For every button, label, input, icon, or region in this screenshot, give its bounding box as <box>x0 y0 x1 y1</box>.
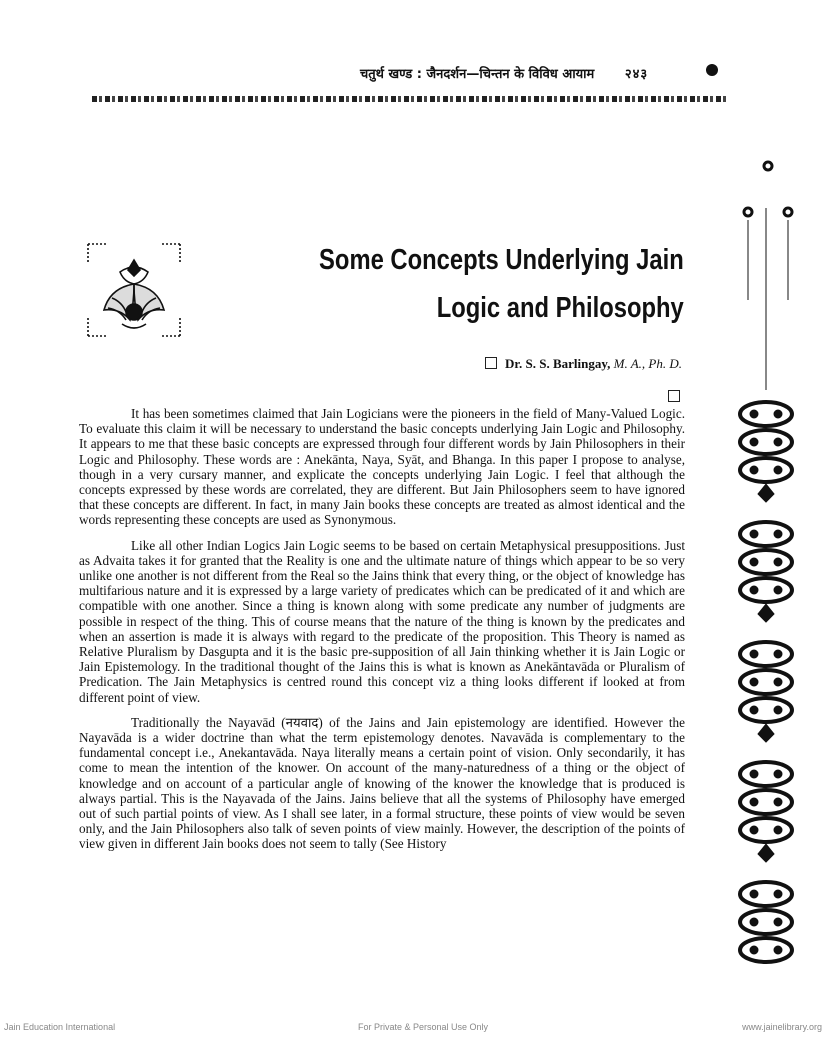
running-header <box>360 64 648 82</box>
author-line <box>485 356 682 372</box>
footer-left: Jain Education International <box>4 1022 116 1032</box>
paragraph: It has been sometimes claimed that Jain Logicians were the pioneers in the field of Many-Valued Logic. To evaluate this claim it will be necessary to understand the basic concepts underlying Jain Logic and Philosophy. It appears to me that these basic concepts are expressed through four different words by Jain Philosophers in their Logic and Philosophy. These words are : Anekānta, Naya, Syāt, and Bhanga. In this paper I propose to analyse, though in a very cursary manner, and explicate the concepts underlying Jain Logic. I feel that although the concepts expressed by these words are correlated, they are different. But Jain Philosophers seem to have ignored that these concepts are different. In fact, in many Jain books these concepts are treated as almost identical and the words representing these concepts are used as Synonymous. <box>79 406 685 528</box>
checkbox-icon <box>485 357 497 369</box>
paragraph: Traditionally the Nayavād (नयवाद) of the Jains and Jain epistemology are identified. However the Nayavāda is a wider doctrine than what the term epistemology denotes. Navavāda is complementary to the fundamental concept i.e., Anekantavāda. Naya literally means a certain point of vision. Only secondarily, it has come to mean the intention of the knower. On account of the many-naturedness of a thing or the object of knowledge and on account of a particular angle of knowing of the knower the knowledge that is produced is always partial. This is the Nayavada of the Jains. Jains believe that all the systems of Philosophy have emerged out of such partial points of view. As I shall see later, in a formal structure, these points of view would be seven only, and the Jain Philosophers also talk of seven points of view mainly. However, the description of the points of view given in different Jain books does not seem to tally (See History <box>79 714 685 852</box>
header-dot-ornament <box>706 64 718 76</box>
author-name: Dr. S. S. Barlingay, <box>505 356 611 371</box>
author-degrees: M. A., Ph. D. <box>613 356 682 371</box>
title-line-2: Logic and Philosophy <box>436 292 684 324</box>
square-ornament-icon <box>668 390 680 402</box>
title-line-1: Some Concepts Underlying Jain <box>319 244 684 276</box>
side-border-ornament-icon <box>734 150 798 980</box>
article-title <box>319 236 684 332</box>
footer-center: For Private & Personal Use Only <box>358 1022 489 1032</box>
article-body <box>79 406 685 862</box>
paragraph: Like all other Indian Logics Jain Logic seems to be based on certain Metaphysical presuppositions. Just as Advaita takes it for granted that the Reality is one and the ultimate nature of things which appear to be so very unlike one another is not different from the Real so the Jains think that every thing, or the object of knowledge has multifarious nature and it is expressed by a large variety of predicates which can be predicated of it and which are compatible with one another. Since a thing is known along with some predicate any number of judgments are possible in respect of the thing. This of course means that the nature of the thing is known by the predicates and when an assertion is made it is always with regard to the predicate of the proposition. This Theory is named as Relative Pluralism by Dasgupta and it is the basic pre-supposition of all Jain thinking whether it is Jain Logic or Jain Epistemology. In the traditional thought of the Jains this is what is known as Anekāntavāda or Pluralism of Predication. The Jain Metaphysics is centred round this concept viz a thing looks different if looked at from different point of view. <box>79 537 685 705</box>
footer-right: www.jainelibrary.org <box>742 1022 822 1032</box>
ornament-band <box>740 402 792 502</box>
decorative-rule <box>92 96 728 102</box>
lotus-ornament-icon <box>82 238 186 342</box>
header-text: चतुर्थ खण्ड : जैनदर्शन—चिन्तन के विविध आयाम <box>360 67 595 82</box>
page-number: २४३ <box>624 67 649 82</box>
